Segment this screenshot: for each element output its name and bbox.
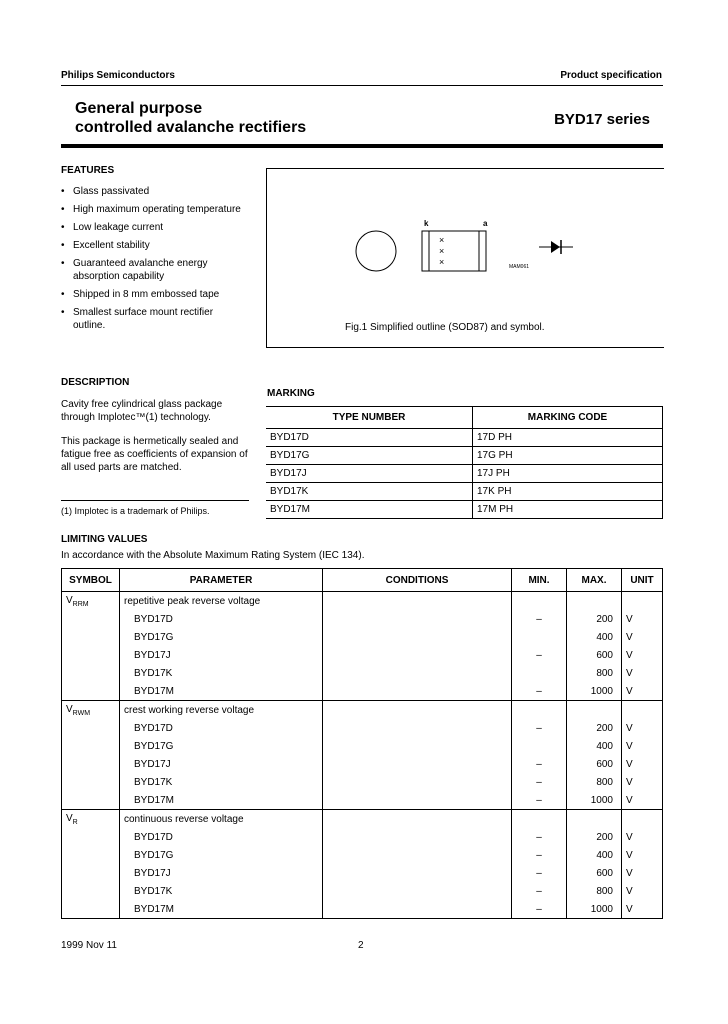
table-row bbox=[266, 483, 663, 501]
conditions-cell bbox=[323, 610, 512, 628]
symbol-subscript: RRM bbox=[72, 600, 89, 608]
figure-code: MAM061 bbox=[509, 264, 530, 270]
table-row bbox=[62, 900, 663, 919]
unit-cell: V bbox=[622, 646, 663, 664]
table-row bbox=[62, 664, 663, 682]
parameter-cell: crest working reverse voltage bbox=[120, 701, 323, 720]
type-cell: BYD17D bbox=[266, 429, 473, 447]
col-marking-code: MARKING CODE bbox=[473, 407, 663, 429]
max-cell: 800 bbox=[567, 773, 622, 791]
unit-cell bbox=[622, 810, 663, 829]
type-cell: BYD17K bbox=[266, 483, 473, 501]
symbol-subscript: R bbox=[72, 818, 78, 826]
type-cell: BYD17M bbox=[120, 682, 323, 701]
type-cell: BYD17K bbox=[120, 773, 323, 791]
symbol-cell bbox=[62, 864, 120, 882]
conditions-cell bbox=[323, 664, 512, 682]
limiting-table-wrap bbox=[61, 568, 663, 919]
table-row bbox=[62, 682, 663, 701]
type-cell: BYD17G bbox=[120, 628, 323, 646]
symbol-cell bbox=[62, 719, 120, 737]
conditions-cell bbox=[323, 755, 512, 773]
symbol-cell bbox=[62, 646, 120, 664]
max-cell: 200 bbox=[567, 610, 622, 628]
table-row bbox=[62, 828, 663, 846]
unit-cell: V bbox=[622, 846, 663, 864]
unit-cell: V bbox=[622, 791, 663, 810]
table-row bbox=[62, 773, 663, 791]
min-cell bbox=[512, 628, 567, 646]
type-cell: BYD17M bbox=[120, 791, 323, 810]
type-cell: BYD17G bbox=[120, 737, 323, 755]
conditions-cell bbox=[323, 810, 512, 829]
type-cell: BYD17K bbox=[120, 664, 323, 682]
conditions-cell bbox=[323, 864, 512, 882]
conditions-cell bbox=[323, 773, 512, 791]
unit-cell: V bbox=[622, 737, 663, 755]
col-type-number: TYPE NUMBER bbox=[266, 407, 473, 429]
unit-cell: V bbox=[622, 864, 663, 882]
anode-label: a bbox=[483, 219, 488, 228]
type-cell: BYD17G bbox=[120, 846, 323, 864]
min-cell: – bbox=[512, 864, 567, 882]
col-max: MAX. bbox=[567, 569, 622, 592]
limiting-table bbox=[61, 568, 663, 919]
min-cell: – bbox=[512, 773, 567, 791]
table-row bbox=[62, 628, 663, 646]
symbol-cell bbox=[62, 701, 120, 720]
marking-table bbox=[266, 406, 663, 519]
description-para-2: This package is hermetically sealed and fatigue free as coefficients of expansion of all used parts are matched. bbox=[61, 436, 248, 473]
table-row bbox=[62, 719, 663, 737]
table-row bbox=[266, 429, 663, 447]
unit-cell: V bbox=[622, 773, 663, 791]
symbol-cell bbox=[62, 737, 120, 755]
page-number: 2 bbox=[358, 940, 364, 951]
max-cell: 1000 bbox=[567, 791, 622, 810]
type-cell: BYD17M bbox=[266, 501, 473, 519]
col-symbol: SYMBOL bbox=[62, 569, 120, 592]
max-cell: 400 bbox=[567, 628, 622, 646]
feature-item: • Smallest surface mount rectifier outline. bbox=[61, 306, 241, 332]
type-cell: BYD17J bbox=[120, 755, 323, 773]
min-cell: – bbox=[512, 646, 567, 664]
limiting-heading: LIMITING VALUES bbox=[61, 534, 148, 545]
symbol-cell bbox=[62, 828, 120, 846]
unit-cell: V bbox=[622, 664, 663, 682]
col-min: MIN. bbox=[512, 569, 567, 592]
unit-cell bbox=[622, 592, 663, 611]
max-cell: 600 bbox=[567, 646, 622, 664]
min-cell bbox=[512, 810, 567, 829]
conditions-cell bbox=[323, 719, 512, 737]
table-row bbox=[266, 501, 663, 519]
symbol-cell bbox=[62, 846, 120, 864]
symbol-cell bbox=[62, 810, 120, 829]
code-cell: 17D PH bbox=[473, 429, 663, 447]
document-type: Product specification bbox=[560, 70, 662, 81]
symbol-cell bbox=[62, 664, 120, 682]
symbol-cell bbox=[62, 900, 120, 919]
min-cell: – bbox=[512, 610, 567, 628]
min-cell: – bbox=[512, 846, 567, 864]
min-cell: – bbox=[512, 719, 567, 737]
table-row bbox=[266, 465, 663, 483]
marking-header-row bbox=[266, 407, 663, 429]
symbol-cell bbox=[62, 592, 120, 611]
unit-cell: V bbox=[622, 682, 663, 701]
unit-cell: V bbox=[622, 828, 663, 846]
conditions-cell bbox=[323, 791, 512, 810]
min-cell bbox=[512, 664, 567, 682]
svg-text:×: × bbox=[439, 235, 445, 245]
max-cell: 200 bbox=[567, 828, 622, 846]
unit-cell: V bbox=[622, 628, 663, 646]
min-cell: – bbox=[512, 682, 567, 701]
marking-table-wrap bbox=[266, 406, 663, 519]
title-line-2: controlled avalanche rectifiers bbox=[75, 119, 307, 136]
table-row bbox=[62, 755, 663, 773]
unit-cell: V bbox=[622, 719, 663, 737]
limiting-subtitle: In accordance with the Absolute Maximum Rating System (IEC 134). bbox=[61, 550, 365, 561]
symbol-cell bbox=[62, 682, 120, 701]
limiting-header-row bbox=[62, 569, 663, 592]
description-heading: DESCRIPTION bbox=[61, 377, 130, 388]
max-cell: 600 bbox=[567, 755, 622, 773]
type-cell: BYD17D bbox=[120, 828, 323, 846]
table-row bbox=[62, 882, 663, 900]
conditions-cell bbox=[323, 682, 512, 701]
parameter-row bbox=[62, 701, 663, 720]
symbol-cell bbox=[62, 755, 120, 773]
table-row bbox=[62, 791, 663, 810]
symbol-cell bbox=[62, 882, 120, 900]
symbol-letter: V bbox=[66, 594, 73, 606]
code-cell: 17K PH bbox=[473, 483, 663, 501]
max-cell bbox=[567, 701, 622, 720]
parameter-cell: repetitive peak reverse voltage bbox=[120, 592, 323, 611]
code-cell: 17J PH bbox=[473, 465, 663, 483]
feature-item: • Guaranteed avalanche energy absorption capability bbox=[61, 257, 241, 283]
code-cell: 17M PH bbox=[473, 501, 663, 519]
min-cell: – bbox=[512, 828, 567, 846]
unit-cell: V bbox=[622, 755, 663, 773]
company-name: Philips Semiconductors bbox=[61, 70, 175, 81]
svg-text:×: × bbox=[439, 246, 445, 256]
max-cell: 200 bbox=[567, 719, 622, 737]
unit-cell bbox=[622, 701, 663, 720]
symbol-cell bbox=[62, 773, 120, 791]
conditions-cell bbox=[323, 882, 512, 900]
col-conditions: CONDITIONS bbox=[323, 569, 512, 592]
col-parameter: PARAMETER bbox=[120, 569, 323, 592]
document-title bbox=[75, 99, 306, 137]
conditions-cell bbox=[323, 701, 512, 720]
footer-date: 1999 Nov 11 bbox=[61, 940, 117, 951]
min-cell bbox=[512, 737, 567, 755]
symbol-cell bbox=[62, 791, 120, 810]
table-row bbox=[62, 646, 663, 664]
parameter-row bbox=[62, 810, 663, 829]
max-cell bbox=[567, 592, 622, 611]
min-cell bbox=[512, 592, 567, 611]
type-cell: BYD17D bbox=[120, 610, 323, 628]
conditions-cell bbox=[323, 846, 512, 864]
code-cell: 17G PH bbox=[473, 447, 663, 465]
min-cell: – bbox=[512, 755, 567, 773]
symbol-subscript: RWM bbox=[72, 709, 91, 717]
feature-item: • Excellent stability bbox=[61, 239, 241, 252]
conditions-cell bbox=[323, 592, 512, 611]
max-cell: 400 bbox=[567, 737, 622, 755]
table-row bbox=[62, 864, 663, 882]
table-row bbox=[62, 610, 663, 628]
symbol-letter: V bbox=[66, 812, 73, 824]
unit-cell: V bbox=[622, 610, 663, 628]
features-list bbox=[61, 185, 241, 337]
series-name: BYD17 series bbox=[554, 111, 650, 128]
figure-box bbox=[266, 168, 664, 348]
max-cell: 1000 bbox=[567, 900, 622, 919]
conditions-cell bbox=[323, 737, 512, 755]
max-cell: 400 bbox=[567, 846, 622, 864]
conditions-cell bbox=[323, 900, 512, 919]
col-unit: UNIT bbox=[622, 569, 663, 592]
type-cell: BYD17J bbox=[120, 646, 323, 664]
figure-caption: Fig.1 Simplified outline (SOD87) and symbol. bbox=[345, 322, 545, 333]
cathode-label: k bbox=[424, 219, 429, 228]
table-row bbox=[62, 846, 663, 864]
table-row bbox=[266, 447, 663, 465]
type-cell: BYD17D bbox=[120, 719, 323, 737]
max-cell: 1000 bbox=[567, 682, 622, 701]
conditions-cell bbox=[323, 828, 512, 846]
feature-item: • Shipped in 8 mm embossed tape bbox=[61, 288, 241, 301]
table-row bbox=[62, 737, 663, 755]
max-cell bbox=[567, 810, 622, 829]
feature-item: • High maximum operating temperature bbox=[61, 203, 241, 216]
description-para-1: Cavity free cylindrical glass package through Implotec™(1) technology. bbox=[61, 399, 223, 423]
symbol-cell bbox=[62, 610, 120, 628]
parameter-cell: continuous reverse voltage bbox=[120, 810, 323, 829]
symbol-cell bbox=[62, 628, 120, 646]
parameter-row bbox=[62, 592, 663, 611]
conditions-cell bbox=[323, 628, 512, 646]
marking-heading: MARKING bbox=[267, 388, 315, 399]
header-rule bbox=[61, 85, 663, 86]
limiting-body bbox=[62, 592, 663, 919]
type-cell: BYD17M bbox=[120, 900, 323, 919]
svg-text:×: × bbox=[439, 257, 445, 267]
max-cell: 600 bbox=[567, 864, 622, 882]
min-cell: – bbox=[512, 882, 567, 900]
min-cell bbox=[512, 701, 567, 720]
feature-item: • Glass passivated bbox=[61, 185, 241, 198]
min-cell: – bbox=[512, 900, 567, 919]
type-cell: BYD17K bbox=[120, 882, 323, 900]
feature-item: • Low leakage current bbox=[61, 221, 241, 234]
unit-cell: V bbox=[622, 900, 663, 919]
conditions-cell bbox=[323, 646, 512, 664]
title-line-1: General purpose bbox=[75, 100, 203, 117]
max-cell: 800 bbox=[567, 882, 622, 900]
type-cell: BYD17G bbox=[266, 447, 473, 465]
min-cell: – bbox=[512, 791, 567, 810]
type-cell: BYD17J bbox=[266, 465, 473, 483]
max-cell: 800 bbox=[567, 664, 622, 682]
symbol-letter: V bbox=[66, 703, 73, 715]
footnote: (1) Implotec is a trademark of Philips. bbox=[61, 506, 210, 516]
type-cell: BYD17J bbox=[120, 864, 323, 882]
features-heading: FEATURES bbox=[61, 165, 115, 176]
title-rule bbox=[61, 144, 663, 148]
unit-cell: V bbox=[622, 882, 663, 900]
footnote-rule bbox=[61, 500, 249, 501]
